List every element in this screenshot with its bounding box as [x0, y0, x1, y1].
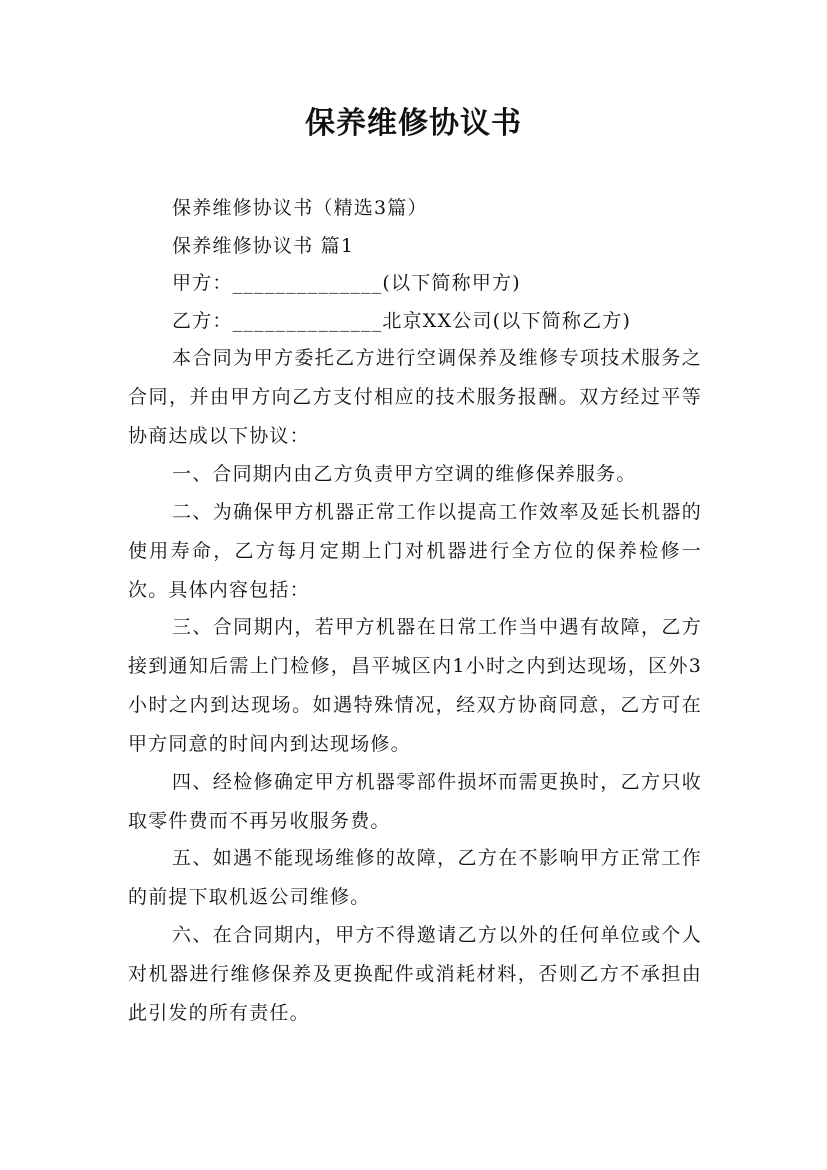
clause-1: 一、合同期内由乙方负责甲方空调的维修保养服务。: [172, 463, 637, 486]
document-title: 保养维修协议书: [305, 106, 522, 141]
clause-5: 五、如遇不能现场维修的故障，乙方在不影响甲方正常工作的前提下取机返公司维修。: [128, 847, 702, 909]
party-b-line: 乙方：______________北京XX公司(以下简称乙方): [172, 309, 632, 332]
party-a-line: 甲方：______________(以下简称甲方): [172, 272, 521, 295]
contract-intro-paragraph: 本合同为甲方委托乙方进行空调保养及维修专项技术服务之合同，并由甲方向乙方支付相应的技术服务报酬。双方经过平等协商达成以下协议：: [128, 347, 702, 448]
document-body: [128, 189, 702, 1032]
clause-6: 六、在合同期内，甲方不得邀请乙方以外的任何单位或个人对机器进行维修保养及更换配件或消耗材料，否则乙方不承担由此引发的所有责任。: [128, 924, 702, 1025]
paragraph-collection-heading: 保养维修协议书（精选3篇）: [172, 197, 428, 219]
clause-2: 二、为确保甲方机器正常工作以提高工作效率及延长机器的使用寿命，乙方每月定期上门对机器进行全方位的保养检修一次。具体内容包括：: [128, 500, 702, 601]
clause-4: 四、经检修确定甲方机器零部件损坏而需更换时，乙方只收取零件费而不再另收服务费。: [128, 770, 702, 832]
paragraph-section-heading: 保养维修协议书 篇1: [172, 234, 355, 257]
clause-3: 三、合同期内，若甲方机器在日常工作当中遇有故障，乙方接到通知后需上门检修，昌平城区内1小时之内到达现场，区外3小时之内到达现场。如遇特殊情况，经双方协商同意，乙方可在甲方同意的时间内到达现场修。: [128, 616, 702, 756]
